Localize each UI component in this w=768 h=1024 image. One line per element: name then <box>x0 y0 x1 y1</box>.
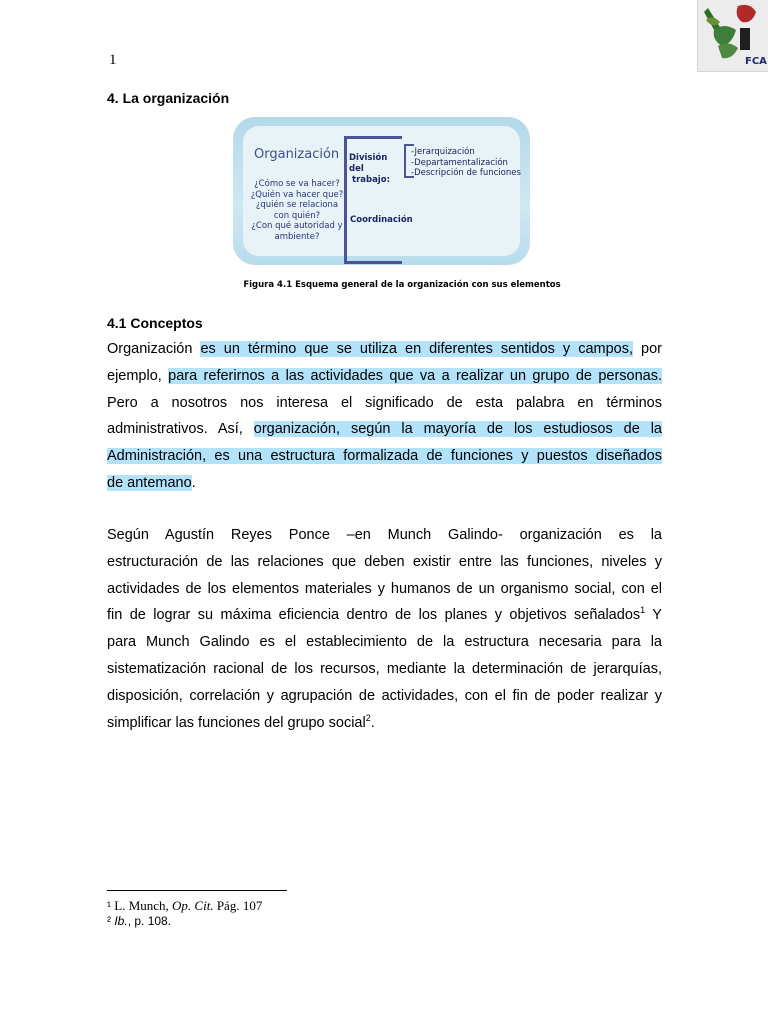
paragraph-text: ejemplo, <box>107 367 169 384</box>
footnote-ref-1: 1 <box>640 605 646 616</box>
highlighted-text: para referirnos a las actividades que va a realizar un grupo de personas. <box>168 367 662 384</box>
paragraph-text: Organización <box>107 341 201 357</box>
footnote-separator <box>107 890 287 891</box>
paragraph-text: administrativos. Así, <box>107 421 254 438</box>
paragraph-line <box>107 443 662 470</box>
footnotes <box>107 898 262 929</box>
faculty-logo-icon <box>697 0 768 72</box>
footnote-ref-2: 2 <box>365 712 371 723</box>
paragraph-text: . <box>191 474 196 491</box>
subsection-heading: 4.1 Conceptos <box>107 315 203 331</box>
division-label: División del trabajo: <box>349 153 390 185</box>
paragraph-text: Pero a nosotros nos interesa el significado de esta palabra en términos <box>107 394 662 411</box>
organization-diagram <box>233 117 530 265</box>
figure-caption: Figura 4.1 Esquema general de la organización con sus elementos <box>243 280 561 290</box>
paragraph-line <box>107 416 662 443</box>
diagram-title: Organización <box>254 147 340 162</box>
paragraph-reyes-ponce: Según Agustín Reyes Ponce –en Munch Galindo- organización es la estructuración de las relaciones que deben existir entre las funciones, niveles y actividades de los elementos materiales y humanos de un organismo social, con el fin de lograr su máxima eficiencia dentro de los planes y objetivos señalados$^1$ Y para Munch Galindo es el establecimiento de la estructura necesaria para la sistematización racional de los recursos, mediante la determinación de jerarquías, disposición, correlación y agrupación de actividades, con el fin de poder realizar y simplificar las funciones del grupo social$^2$. <box>107 527 662 731</box>
section-heading: 4. La organización <box>107 90 230 106</box>
highlighted-text: de antemano <box>107 474 192 491</box>
paragraph-definition <box>107 336 662 497</box>
highlighted-text: es un término que se utiliza en diferentes sentidos y campos, <box>200 341 633 357</box>
svg-text:FCA: FCA <box>745 56 767 67</box>
paragraph-line <box>107 390 662 417</box>
paragraph-line <box>107 470 662 497</box>
paragraph-text: por <box>633 341 662 357</box>
division-subitems: -Jerarquización -Departamentalización -Descripción de funciones <box>411 147 521 178</box>
highlighted-text: organización, según la mayoría de los estudiosos de la <box>253 421 662 438</box>
coordination-label: Coordinación <box>350 215 413 225</box>
footnote-2: ² Ib., p. 108. <box>107 914 172 928</box>
highlighted-text: Administración, es una estructura formalizada de funciones y puestos diseñados <box>107 448 662 465</box>
diagram-questions: ¿Cómo se va hacer? ¿Quién va hacer que? ¿quién se relaciona con quién? ¿Con qué autoridad y ambiente? <box>250 179 344 242</box>
page-number: 1 <box>109 52 117 68</box>
paragraph-line <box>107 363 662 390</box>
footnote-1: ¹ L. Munch, Op. Cit. Pág. 107 <box>107 898 263 913</box>
paragraph-line <box>107 336 662 363</box>
